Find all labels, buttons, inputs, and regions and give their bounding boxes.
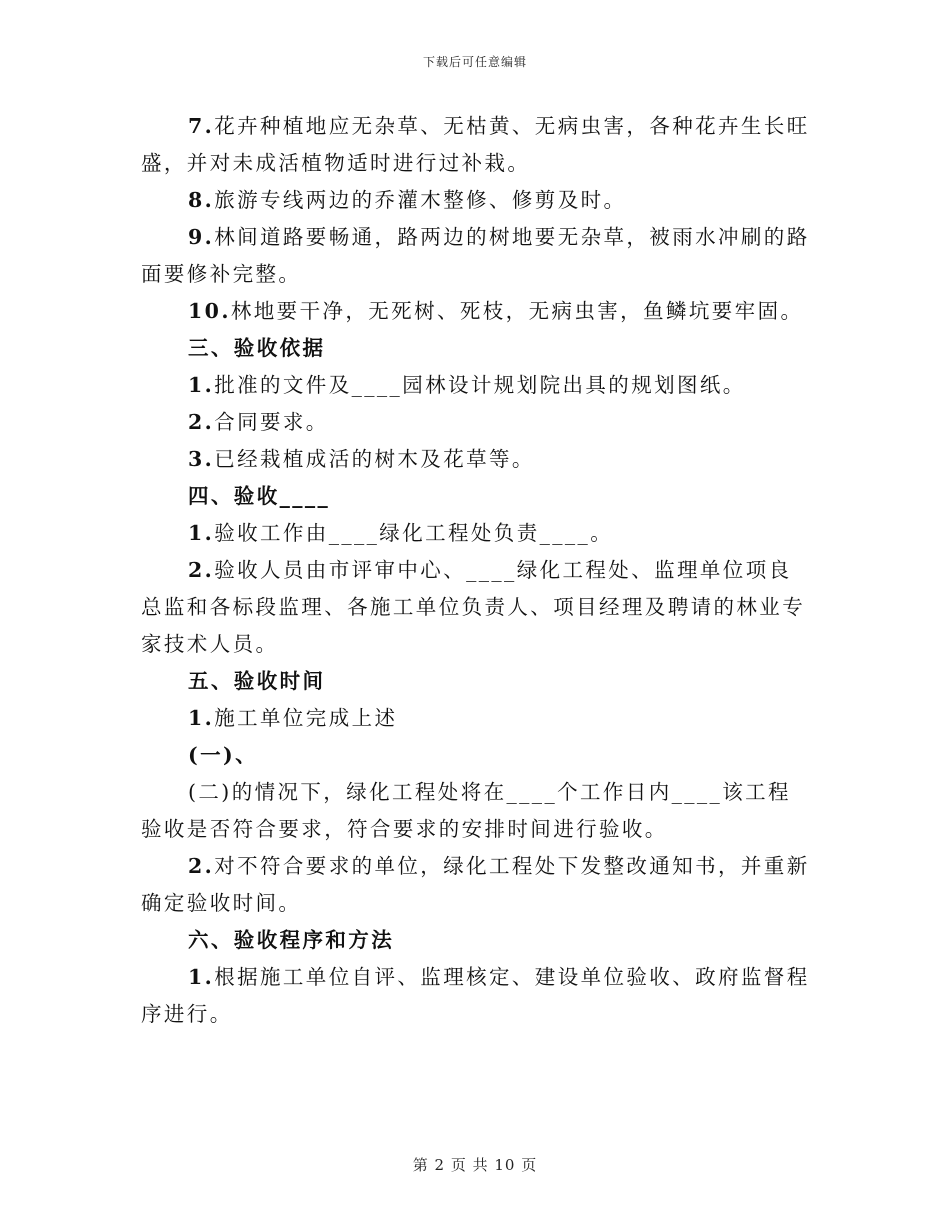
paragraph-text: 合同要求。 [214, 410, 329, 434]
item-number: 1. [188, 373, 215, 397]
paragraph-text: 林地要干净，无死树、死枝，无病虫害，鱼鳞坑要牢固。 [230, 299, 804, 323]
paragraph [141, 219, 811, 293]
paragraph-text: 对不符合要求的单位，绿化工程处下发整改通知书，并重新确定验收时间。 [141, 854, 810, 915]
paragraph-text: 验收人员由市评审中心、____绿化工程处、监理单位项良总监和各标段监理、各施工单位负责人、项目经理及聘请的林业专家技术人员。 [141, 558, 806, 656]
paragraph [141, 848, 811, 922]
item-number: 3. [188, 447, 215, 471]
item-number: 1. [188, 706, 215, 730]
item-number: 2. [188, 410, 215, 434]
page-header: 下载后可任意编辑 [422, 55, 527, 69]
item-number: 9. [188, 225, 215, 249]
paragraph-text: 已经栽植成活的树木及花草等。 [214, 447, 535, 471]
paragraph [141, 367, 811, 404]
paragraph [141, 182, 811, 219]
paragraph [141, 774, 811, 848]
paragraph [141, 700, 811, 737]
item-number: 10. [188, 299, 231, 323]
section-heading: 三、验收依据 [188, 336, 326, 360]
paragraph-text: (二)的情况下，绿化工程处将在____个工作日内____该工程验收是否符合要求，符合要求的安排时间进行验收。 [141, 780, 791, 841]
page-footer: 第 2 页 共 10 页 [412, 1156, 538, 1174]
paragraph-text: 施工单位完成上述 [214, 706, 398, 730]
paragraph [141, 108, 811, 182]
item-number: 2. [188, 854, 215, 878]
paragraph [141, 404, 811, 441]
paragraph-text: 花卉种植地应无杂草、无枯黄、无病虫害，各种花卉生长旺盛，并对未成活植物适时进行过补栽。 [141, 114, 810, 175]
item-number: 1. [188, 521, 215, 545]
item-number: 7. [188, 114, 215, 138]
paragraph [141, 552, 811, 663]
paragraph-text: 旅游专线两边的乔灌木整修、修剪及时。 [214, 188, 627, 212]
section-heading: 四、验收____ [188, 484, 331, 508]
section-heading: (一)、 [188, 743, 258, 767]
document-body [141, 108, 811, 1033]
paragraph-text: 根据施工单位自评、监理核定、建设单位验收、政府监督程序进行。 [141, 965, 810, 1026]
paragraph-text: 林间道路要畅通，路两边的树地要无杂草，被雨水冲刷的路面要修补完整。 [141, 225, 810, 286]
item-number: 8. [188, 188, 215, 212]
paragraph [141, 293, 811, 330]
section-heading: 六、验收程序和方法 [188, 928, 395, 952]
paragraph-text: 批准的文件及____园林设计规划院出具的规划图纸。 [214, 373, 746, 397]
paragraph [141, 959, 811, 1033]
paragraph [141, 441, 811, 478]
item-number: 2. [188, 558, 215, 582]
paragraph [141, 515, 811, 552]
item-number: 1. [188, 965, 215, 989]
paragraph-text: 验收工作由____绿化工程处负责____。 [214, 521, 614, 545]
section-heading: 五、验收时间 [188, 669, 326, 693]
